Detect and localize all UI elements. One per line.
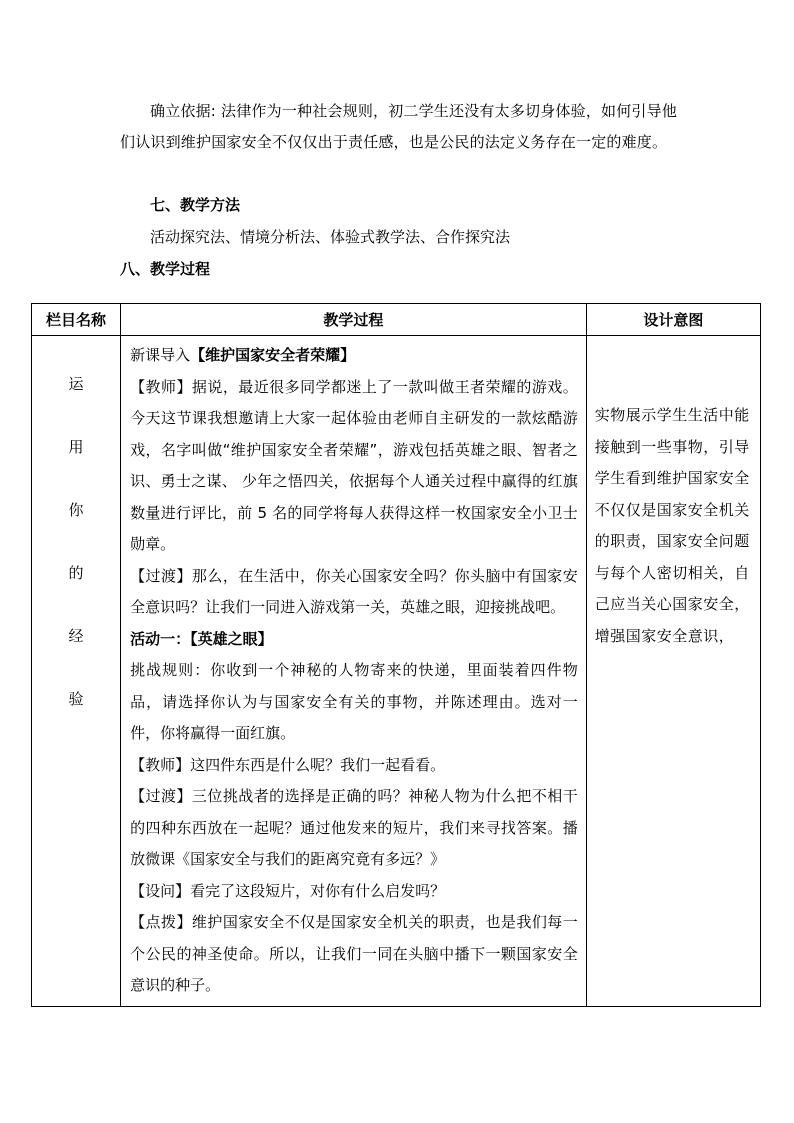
teaching-methods-text: 活动探究法、情境分析法、体验式教学法、合作探究法 xyxy=(150,228,511,246)
column-name-char: 用 xyxy=(68,438,84,456)
header-column-name: 栏目名称 xyxy=(32,304,121,336)
process-paragraph xyxy=(130,561,578,624)
column-name-char: 经 xyxy=(68,627,84,645)
process-paragraph xyxy=(130,750,578,782)
design-intent-cell xyxy=(586,336,760,1007)
section-8-heading: 八、教学过程 xyxy=(120,260,211,278)
paragraph-text: 三位挑战者的选择是正确的吗？神秘人物为什么把不相干的四种东西放在一起呢？通过他发来的短片，我们来寻找答案。播放微课《国家安全与我们的距离究竟有多远？》 xyxy=(130,787,578,868)
paragraph-tag: 【教师】 xyxy=(130,755,191,774)
process-paragraph: 挑战规则：你收到一个神秘的人物寄来的快递，里面装着四件物品，请选择你认为与国家安全有关的事物，并陈述理由。选对一件，你将赢得一面红旗。 xyxy=(130,661,578,742)
column-name-char: 你 xyxy=(68,501,84,519)
paragraph-tag: 【点拨】 xyxy=(130,913,192,931)
paragraph-tag: 【过渡】 xyxy=(130,787,192,805)
paragraph-text: 那么，在生活中，你关心国家安全吗？你头脑中有国家安全意识吗？让我们一同进入游戏第一关，英雄之眼，迎接挑战吧。 xyxy=(130,566,578,616)
paragraph-text: 据说，最近很多同学都迷上了一款叫做王者荣耀的游戏。今天这节课我想邀请上大家一起体验由老师自主研发的一款炫酷游戏，名字叫做“维护国家安全者荣耀”，游戏包括英雄之眼、智者之识、勇士之谋、 少年之悟四关，依据每个人通关过程中赢得的红旗数量进行评比，前 5 名的同学将每人获得这样一枚国家安全小卫士勋章。 xyxy=(130,377,578,553)
header-process: 教学过程 xyxy=(121,304,587,336)
table-row xyxy=(32,336,761,1007)
column-name-cell xyxy=(32,336,121,1007)
lead-text: 新课导入 xyxy=(130,346,191,364)
paragraph-text: 这四件东西是什么呢？我们一起看看。 xyxy=(190,755,446,774)
activity-heading: 活动一：【英雄之眼】 xyxy=(130,629,273,648)
process-paragraph xyxy=(130,876,578,908)
section-7-heading: 七、教学方法 xyxy=(150,196,241,214)
column-name-char: 的 xyxy=(68,564,84,582)
header-design-intent: 设计意图 xyxy=(586,304,760,336)
design-intent-text: 实物展示学生生活中能接触到一些事物，引导学生看到维护国家安全不仅仅是国家安全机关的职责，国家安全问题与每个人密切相关，自己应当关心国家安全，增强国家安全意识， xyxy=(594,406,750,645)
process-cell xyxy=(121,336,587,1007)
column-name-char: 运 xyxy=(68,375,84,393)
paragraph-text: 维护国家安全不仅是国家安全机关的职责，也是我们每一个公民的神圣使命。所以，让我们一同在头脑中播下一颗国家安全意识的种子。 xyxy=(130,913,578,994)
process-paragraph xyxy=(130,340,578,372)
process-paragraph xyxy=(130,781,578,876)
paragraph-tag: 【过渡】 xyxy=(130,566,192,585)
basis-paragraph: 确立依据: 法律作为一种社会规则，初二学生还没有太多切身体验，如何引导他们认识到维护国家安全不仅仅出于责任感，也是公民的法定义务存在一定的难度。 xyxy=(120,102,678,151)
paragraph-text: 看完了这段短片，对你有什么启发吗？ xyxy=(190,881,446,900)
table-header-row xyxy=(32,304,761,336)
column-name-char: 验 xyxy=(68,690,84,708)
paragraph-tag: 【教师】 xyxy=(130,377,192,396)
lead-bold-text: 【维护国家安全者荣耀】 xyxy=(190,346,356,364)
paragraph-tag: 【设问】 xyxy=(130,881,191,900)
teaching-process-table xyxy=(31,303,761,1007)
process-paragraph xyxy=(130,372,578,561)
process-paragraph xyxy=(130,907,578,1002)
